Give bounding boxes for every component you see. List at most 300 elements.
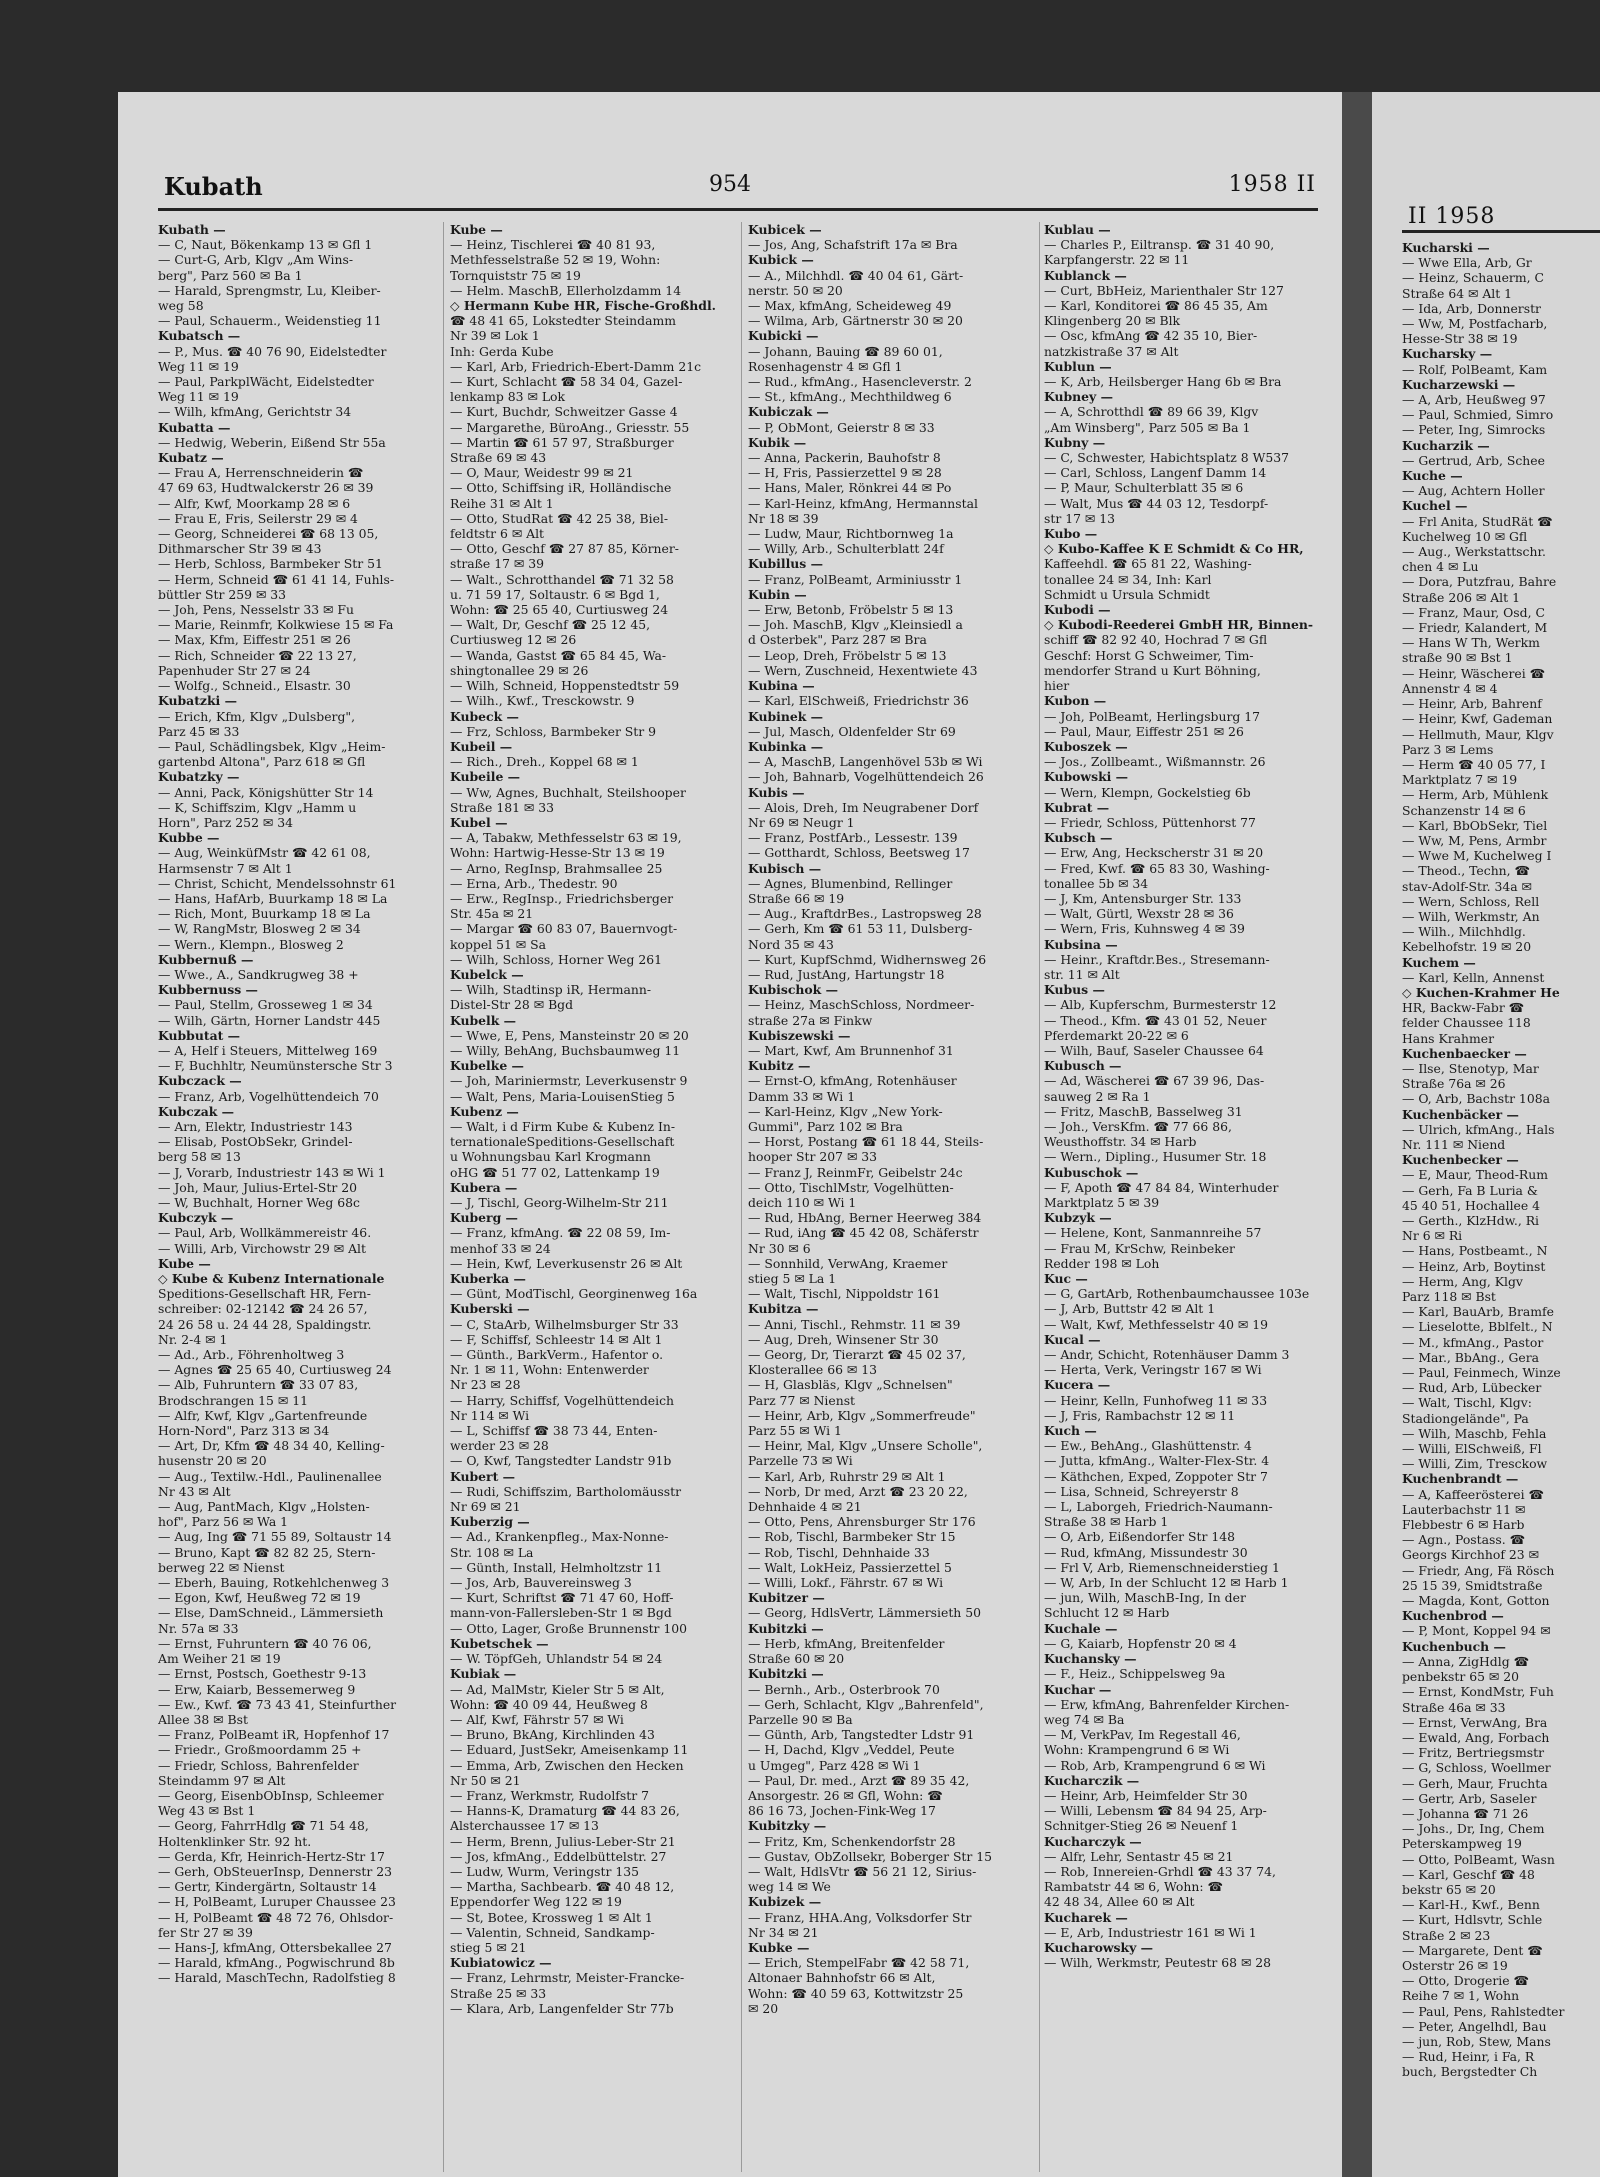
directory-entry: Alsterchaussee 17 ✉ 13: [450, 1818, 599, 1834]
directory-entry: — Walt, Kwf, Methfesselstr 40 ✉ 19: [1044, 1316, 1268, 1332]
directory-entry: ◇ Kuchen-Krahmer He: [1402, 984, 1560, 1000]
directory-entry: — Wern., Klempn., Blosweg 2: [158, 936, 344, 952]
directory-entry: — Aug., Werkstattschr.: [1402, 544, 1546, 560]
directory-entry: — Norb, Dr med, Arzt ☎ 23 20 22,: [748, 1483, 968, 1499]
directory-page: [118, 92, 1342, 2177]
directory-entry: Kucal —: [1044, 1331, 1101, 1347]
directory-entry: Kubon —: [1044, 693, 1107, 709]
directory-entry: — Gerda, Kfr, Heinrich-Hertz-Str 17: [158, 1848, 385, 1864]
directory-entry: — E, Arb, Industriestr 161 ✉ Wi 1: [1044, 1924, 1257, 1940]
directory-entry: — Wilh, Bauf, Saseler Chaussee 64: [1044, 1042, 1264, 1058]
directory-entry: Kubo —: [1044, 526, 1098, 542]
directory-entry: — Willi, Lokf., Fährstr. 67 ✉ Wi: [748, 1575, 944, 1591]
directory-entry: — Curt-G, Arb, Klgv „Am Wins-: [158, 252, 354, 268]
directory-entry: natzkistraße 37 ✉ Alt: [1044, 343, 1179, 359]
directory-entry: — Jos., Zollbeamt., Wißmannstr. 26: [1044, 754, 1266, 770]
directory-entry: Kublau —: [1044, 222, 1111, 237]
directory-entry: straße 17 ✉ 39: [450, 556, 544, 572]
directory-entry: — Ewald, Ang, Forbach: [1402, 1729, 1550, 1745]
directory-entry: — Paul, Schmied, Simro: [1402, 407, 1554, 423]
directory-entry: Nr. 57a ✉ 33: [158, 1620, 239, 1636]
directory-entry: — Walt, Mus ☎ 44 03 12, Tesdorpf-: [1044, 495, 1269, 511]
directory-entry: Kubin —: [748, 586, 807, 602]
directory-entry: Kuch —: [1044, 1423, 1097, 1439]
directory-entry: — Frl V, Arb, Riemenschneiderstieg 1: [1044, 1559, 1280, 1575]
directory-entry: — Günt, ModTischl, Georginenweg 16a: [450, 1286, 698, 1302]
directory-entry: werder 23 ✉ 28: [450, 1438, 549, 1454]
directory-entry: Kucharczyk —: [1044, 1833, 1142, 1849]
directory-entry: — Erw., RegInsp., Friedrichsberger: [450, 890, 674, 906]
directory-entry: Damm 33 ✉ Wi 1: [748, 1088, 856, 1104]
directory-entry: 47 69 63, Hudtwalckerstr 26 ✉ 39: [158, 480, 374, 496]
directory-entry: Dehnhaide 4 ✉ 21: [748, 1499, 862, 1515]
directory-entry: — M., kfmAng., Pastor: [1402, 1334, 1544, 1350]
directory-entry: Kucharsky —: [1402, 346, 1493, 362]
directory-entry: lenkamp 83 ✉ Lok: [450, 389, 566, 405]
directory-entry: Inh: Gerda Kube: [450, 343, 554, 359]
directory-entry: Straße 69 ✉ 43: [450, 450, 547, 466]
directory-entry: — Marie, Reinmfr, Kolkwiese 15 ✉ Fa: [158, 617, 394, 633]
directory-entry: Kuberka —: [450, 1271, 526, 1287]
directory-entry: sauweg 2 ✉ Ra 1: [1044, 1088, 1151, 1104]
directory-entry: — Aug, Achtern Holler: [1402, 483, 1545, 499]
directory-entry: — Peter, Angelhdl, Bau: [1402, 2018, 1547, 2034]
directory-entry: „Am Winsberg", Parz 505 ✉ Ba 1: [1044, 419, 1251, 435]
directory-entry: Kubinka —: [748, 738, 824, 754]
directory-entry: Marktplatz 5 ✉ 39: [1044, 1195, 1160, 1210]
directory-entry: — Gerth., KlzHdw., Ri: [1402, 1213, 1539, 1228]
directory-entry: — Herm, Arb, Mühlenk: [1402, 787, 1549, 803]
directory-entry: — Margarete, Dent ☎: [1402, 1942, 1543, 1958]
running-head-left: Kubath: [164, 172, 263, 201]
directory-entry: — Andr, Schicht, Rotenhäuser Damm 3: [1044, 1347, 1290, 1363]
directory-entry: shingtonallee 29 ✉ 26: [450, 662, 589, 678]
directory-entry: Eppendorfer Weg 122 ✉ 19: [450, 1894, 622, 1910]
directory-entry: Nr 114 ✉ Wi: [450, 1407, 530, 1423]
directory-entry: — Franz, Lehrmstr, Meister-Francke-: [450, 1970, 685, 1986]
directory-entry: Kubbutat —: [158, 1027, 241, 1043]
directory-entry: Wohn: ☎ 40 59 63, Kottwitzstr 25: [748, 1985, 964, 2001]
directory-entry: Peterskampweg 19: [1402, 1836, 1522, 1852]
directory-entry: — Rob, Tischl, Dehnhaide 33: [748, 1544, 930, 1560]
directory-entry: — Ernst, Postsch, Goethestr 9-13: [158, 1666, 367, 1682]
directory-entry: hooper Str 207 ✉ 33: [748, 1149, 878, 1165]
directory-entry: — Martha, Sachbearb. ☎ 40 48 12,: [450, 1879, 675, 1895]
directory-entry: stieg 5 ✉ 21: [450, 1939, 527, 1955]
directory-entry: — Heinz, MaschSchloss, Nordmeer-: [748, 997, 975, 1013]
directory-entry: — Wolfg., Schneid., Elsastr. 30: [158, 678, 351, 694]
directory-entry: Kubillus —: [748, 556, 823, 572]
directory-entry: — Theod., Techn, ☎: [1402, 863, 1530, 879]
directory-entry: menhof 33 ✉ 24: [450, 1240, 551, 1256]
directory-entry: — Erw, Betonb, Fröbelstr 5 ✉ 13: [748, 602, 954, 618]
directory-entry: — Wilh., Kwf., Tresckowstr. 9: [450, 693, 635, 709]
directory-entry: — Walt, i d Firm Kube & Kubenz In-: [450, 1118, 676, 1134]
directory-entry: — Wwe., A., Sandkrugweg 38 +: [158, 966, 359, 982]
directory-entry: Kuchenbrandt —: [1402, 1471, 1519, 1487]
directory-entry: — Otto, PolBeamt, Wasn: [1402, 1851, 1555, 1867]
directory-entry: hof", Parz 56 ✉ Wa 1: [158, 1514, 289, 1530]
directory-entry: — Gerh, ObSteuerInsp, Dennerstr 23: [158, 1863, 392, 1879]
directory-entry: Kubczak —: [158, 1103, 235, 1119]
directory-entry: Parzelle 90 ✉ Ba: [748, 1711, 853, 1727]
directory-entry: gartenbd Altona", Parz 618 ✉ Gfl: [158, 754, 366, 770]
directory-entry: — Franz, HHA.Ang, Volksdorfer Str: [748, 1909, 972, 1925]
directory-entry: Georgs Kirchhof 23 ✉: [1402, 1547, 1539, 1563]
directory-entry: — Georg, FahrrHdlg ☎ 71 54 48,: [158, 1818, 369, 1834]
directory-entry: — Lieselotte, Bblfelt., N: [1402, 1319, 1553, 1335]
directory-entry: Stadiongelände", Pa: [1402, 1410, 1529, 1426]
directory-entry: — Frau A, Herrenschneiderin ☎: [158, 465, 364, 481]
directory-entry: — J, Arb, Buttstr 42 ✉ Alt 1: [1044, 1301, 1216, 1317]
directory-entry: tonallee 24 ✉ 34, Inh: Karl: [1044, 571, 1212, 587]
directory-entry: — Willi, Arb, Virchowstr 29 ✉ Alt: [158, 1240, 366, 1256]
directory-entry: Nr 34 ✉ 21: [748, 1924, 819, 1940]
directory-entry: Kubitzki —: [748, 1620, 824, 1636]
directory-entry: — Joh, Pens, Nesselstr 33 ✉ Fu: [158, 602, 354, 618]
directory-entry: Kubischok —: [748, 982, 838, 998]
directory-entry: — Aug., KraftdrBes., Lastropsweg 28: [748, 906, 982, 922]
directory-entry: — Karl, Kelln, Annenst: [1402, 969, 1545, 985]
directory-entry: — Walt, HdlsVtr ☎ 56 21 12, Sirius-: [748, 1863, 977, 1879]
directory-entry: Kubert —: [450, 1468, 516, 1484]
directory-entry: — Karl, ElSchweiß, Friedrichstr 36: [748, 693, 969, 709]
directory-entry: — Alois, Dreh, Im Neugrabener Dorf: [748, 799, 979, 815]
directory-entry: — G, GartArb, Rothenbaumchaussee 103e: [1044, 1286, 1310, 1302]
directory-entry: koppel 51 ✉ Sa: [450, 936, 546, 952]
directory-entry: — Gerh, Maur, Fruchta: [1402, 1775, 1548, 1791]
directory-entry: — Willi, ElSchweiß, Fl: [1402, 1441, 1542, 1457]
directory-entry: — Karl, Konditorei ☎ 86 45 35, Am: [1044, 298, 1268, 314]
directory-entry: Nr. 1 ✉ 11, Wohn: Entenwerder: [450, 1362, 649, 1378]
directory-entry: HR, Backw-Fabr ☎: [1402, 1000, 1525, 1016]
directory-entry: str 17 ✉ 13: [1044, 510, 1115, 526]
directory-entry: — Valentin, Schneid, Sandkamp-: [450, 1924, 655, 1940]
directory-entry: — Fritz, MaschB, Basselweg 31: [1044, 1103, 1243, 1119]
directory-entry: — Georg, HdlsVertr, Lämmersieth 50: [748, 1605, 981, 1621]
directory-entry: — Frz, Schloss, Barmbeker Str 9: [450, 723, 657, 739]
directory-entry: — Leop, Dreh, Fröbelstr 5 ✉ 13: [748, 647, 947, 663]
directory-entry: Flebbestr 6 ✉ Harb: [1402, 1517, 1525, 1533]
directory-entry: Kubeile —: [450, 769, 521, 785]
directory-entry: Kubiatowicz —: [450, 1955, 552, 1971]
directory-entry: Nord 35 ✉ 43: [748, 936, 834, 952]
directory-entry: Parz 118 ✉ Bst: [1402, 1289, 1496, 1305]
directory-entry: — W, Buchhalt, Horner Weg 68c: [158, 1195, 360, 1210]
directory-entry: Kubczyk —: [158, 1210, 234, 1226]
directory-entry: — Ew., Kwf. ☎ 73 43 41, Steinfurther: [158, 1696, 397, 1712]
directory-entry: — Gertrud, Arb, Schee: [1402, 452, 1545, 468]
directory-entry: Kubenz —: [450, 1103, 519, 1119]
directory-entry: — Elisab, PostObSekr, Grindel-: [158, 1134, 353, 1150]
directory-entry: — Alfr, Lehr, Sentastr 45 ✉ 21: [1044, 1848, 1234, 1864]
directory-entry: — H, Fris, Passierzettel 9 ✉ 28: [748, 465, 942, 481]
directory-entry: deich 110 ✉ Wi 1: [748, 1195, 857, 1210]
directory-entry: — Friedr, Kalandert, M: [1402, 620, 1548, 636]
directory-entry: — Franz, Arb, Vogelhüttendeich 70: [158, 1088, 379, 1104]
directory-entry: — Alfr, Kwf, Klgv „Gartenfreunde: [158, 1407, 368, 1423]
directory-entry: — Harald, Sprengmstr, Lu, Kleiber-: [158, 282, 381, 298]
directory-entry: — Anna, ZigHdlg ☎: [1402, 1653, 1530, 1669]
directory-entry: Parz 77 ✉ Nienst: [748, 1392, 856, 1408]
directory-entry: Kuchel —: [1402, 498, 1468, 514]
directory-entry: Rosenhagenstr 4 ✉ Gfl 1: [748, 358, 903, 374]
directory-entry: — Anni, Pack, Königshütter Str 14: [158, 784, 374, 800]
directory-entry: — F, Apoth ☎ 47 84 84, Winterhuder: [1044, 1179, 1279, 1195]
directory-entry: Kubke —: [748, 1939, 810, 1955]
directory-entry: — Harald, MaschTechn, Radolfstieg 8: [158, 1970, 396, 1986]
directory-entry: Kuchenbrod —: [1402, 1608, 1504, 1624]
directory-entry: — Herb, kfmAng, Breitenfelder: [748, 1635, 945, 1651]
directory-entry: — Agnes, Blumenbind, Rellinger: [748, 875, 953, 891]
column-1: [158, 222, 438, 2172]
directory-entry: — Hedwig, Weberin, Eißend Str 55a: [158, 434, 386, 450]
directory-entry: — Wern., Dipling., Husumer Str. 18: [1044, 1149, 1267, 1165]
page-number: 954: [709, 172, 751, 197]
directory-entry: schreiber: 02-12142 ☎ 24 26 57,: [158, 1301, 368, 1317]
directory-entry: — Wilh, Gärtn, Horner Landstr 445: [158, 1012, 381, 1028]
directory-entry: — Joh, Maur, Julius-Ertel-Str 20: [158, 1179, 358, 1195]
directory-entry: — Heinr, Arb, Bahrenf: [1402, 696, 1542, 712]
directory-entry: — Paul, Arb, Wollkämmereistr 46.: [158, 1225, 372, 1241]
directory-entry: — Kurt, KupfSchmd, Widhernsweg 26: [748, 951, 987, 967]
directory-entry: Reihe 31 ✉ Alt 1: [450, 495, 554, 511]
directory-entry: Allee 38 ✉ Bst: [158, 1711, 248, 1727]
directory-entry: — Rudi, Schiffszim, Bartholomäusstr: [450, 1483, 682, 1499]
directory-entry: — Alf, Kwf, Fährstr 57 ✉ Wi: [450, 1711, 624, 1727]
directory-entry: — M, VerkPav, Im Regestall 46,: [1044, 1727, 1241, 1743]
directory-entry: Kuchenbuch —: [1402, 1638, 1506, 1654]
directory-entry: oHG ☎ 51 77 02, Lattenkamp 19: [450, 1164, 660, 1180]
column-divider: [1039, 222, 1040, 2172]
directory-entry: Parz 55 ✉ Wi 1: [748, 1423, 842, 1439]
directory-entry: — Walt., Schrotthandel ☎ 71 32 58: [450, 571, 674, 587]
directory-entry: — Walt, Gürtl, Wexstr 28 ✉ 36: [1044, 906, 1234, 922]
directory-entry: Kubitz —: [748, 1058, 811, 1074]
directory-entry: — Johs., Dr, Ing, Chem: [1402, 1821, 1545, 1837]
column-3: [748, 222, 1034, 2172]
directory-entry: — Agnes ☎ 25 65 40, Curtiusweg 24: [158, 1362, 392, 1378]
directory-entry: — Rich., Dreh., Koppel 68 ✉ 1: [450, 754, 639, 770]
directory-entry: — Rolf, PolBeamt, Kam: [1402, 361, 1548, 377]
directory-entry: — Kurt, Schlacht ☎ 58 34 04, Gazel-: [450, 374, 683, 390]
directory-entry: — Agn., Postass. ☎: [1402, 1532, 1526, 1548]
directory-entry: — Klara, Arb, Langenfelder Str 77b: [450, 2000, 674, 2016]
directory-entry: Kuchenbaecker —: [1402, 1045, 1527, 1061]
directory-entry: Kubczack —: [158, 1073, 242, 1089]
directory-entry: weg 58: [158, 298, 204, 314]
directory-entry: ◇ Hermann Kube HR, Fische-Großhdl.: [450, 298, 716, 314]
directory-entry: — Bruno, Kapt ☎ 82 82 25, Stern-: [158, 1544, 376, 1560]
directory-entry: d Osterbek", Parz 287 ✉ Bra: [748, 632, 927, 648]
directory-entry: — Joh, PolBeamt, Herlingsburg 17: [1044, 708, 1261, 724]
directory-entry: — Otto, Drogerie ☎: [1402, 1973, 1529, 1989]
directory-entry: — Franz, Maur, Osd, C: [1402, 604, 1545, 620]
directory-entry: — Paul, Schauerm., Weidenstieg 11: [158, 313, 382, 329]
directory-entry: — Ernst, KondMstr, Fuh: [1402, 1684, 1554, 1700]
directory-entry: Papenhuder Str 27 ✉ 24: [158, 662, 311, 678]
directory-entry: — Ernst, VerwAng, Bra: [1402, 1714, 1548, 1730]
directory-entry: Straße 76a ✉ 26: [1402, 1076, 1506, 1092]
directory-entry: — Aug., Textilw.-Hdl., Paulinenallee: [158, 1468, 382, 1484]
directory-entry: Str. 108 ✉ La: [450, 1544, 534, 1560]
directory-entry: Straße 2 ✉ 23: [1402, 1927, 1491, 1943]
directory-entry: — Rud., kfmAng., Hasencleverstr. 2: [748, 374, 972, 390]
directory-entry: — Wanda, Gastst ☎ 65 84 45, Wa-: [450, 647, 667, 663]
directory-entry: Kubitzki —: [748, 1666, 824, 1682]
directory-entry: — Kurt, Schriftst ☎ 71 47 60, Hoff-: [450, 1590, 674, 1606]
directory-entry: — Wwe M, Kuchelweg I: [1402, 848, 1552, 864]
directory-entry: — Emma, Arb, Zwischen den Hecken: [450, 1757, 684, 1773]
directory-entry: Tornquiststr 75 ✉ 19: [450, 267, 581, 283]
directory-entry: mendorfer Strand u Kurt Böhning,: [1044, 662, 1261, 678]
directory-entry: Kubsina —: [1044, 936, 1118, 952]
directory-entry: Marktplatz 7 ✉ 19: [1402, 772, 1518, 788]
directory-entry: — A, MaschB, Langenhövel 53b ✉ Wi: [748, 754, 983, 770]
directory-entry: hier: [1044, 678, 1070, 694]
directory-entry: u Umgeg", Parz 428 ✉ Wi 1: [748, 1757, 921, 1773]
directory-entry: — Wern, Schloss, Rell: [1402, 893, 1540, 909]
directory-entry: — Heinr, Kwf, Gademan: [1402, 711, 1553, 727]
directory-entry: — Ad., Krankenpfleg., Max-Nonne-: [450, 1529, 669, 1545]
directory-entry: — Gertr, Arb, Saseler: [1402, 1790, 1537, 1806]
directory-entry: — Wilh, Maschb, Fehla: [1402, 1425, 1547, 1441]
directory-entry: Parz 45 ✉ 33: [158, 723, 240, 739]
directory-entry: — Eberh, Bauing, Rotkehlchenweg 3: [158, 1575, 390, 1591]
directory-entry: — J, Tischl, Georg-Wilhelm-Str 211: [450, 1195, 669, 1210]
directory-entry: 86 16 73, Jochen-Fink-Weg 17: [748, 1803, 936, 1819]
directory-entry: — Margar ☎ 60 83 07, Bauernvogt-: [450, 921, 678, 937]
directory-entry: berg", Parz 560 ✉ Ba 1: [158, 267, 303, 283]
directory-entry: — Harald, kfmAng., Pogwischrund 8b: [158, 1955, 395, 1971]
directory-entry: — Günth, Arb, Tangstedter Ldstr 91: [748, 1727, 975, 1743]
directory-entry: — Helene, Kont, Sanmannreihe 57: [1044, 1225, 1262, 1241]
directory-entry: Hesse-Str 38 ✉ 19: [1402, 331, 1518, 347]
directory-entry: Kubel —: [450, 814, 508, 830]
directory-entry: Nr 39 ✉ Lok 1: [450, 328, 540, 344]
directory-entry: — Wwe, E, Pens, Mansteinstr 20 ✉ 20: [450, 1027, 689, 1043]
directory-entry: — Joh, Bahnarb, Vogelhüttendeich 26: [748, 769, 984, 785]
directory-entry: — Harry, Schiffsf, Vogelhüttendeich: [450, 1392, 675, 1408]
directory-entry: — Theod., Kfm. ☎ 43 01 52, Neuer: [1044, 1012, 1267, 1028]
directory-entry: 45 40 51, Hochallee 4: [1402, 1197, 1541, 1213]
directory-entry: — H, Dachd, Klgv „Veddel, Peute: [748, 1742, 955, 1758]
directory-entry: — K, Arb, Heilsberger Hang 6b ✉ Bra: [1044, 374, 1282, 390]
directory-entry: Kubitzky —: [748, 1818, 827, 1834]
directory-entry: — Max, Kfm, Eiffestr 251 ✉ 26: [158, 632, 351, 648]
directory-entry: Curtiusweg 12 ✉ 26: [450, 632, 577, 648]
directory-entry: — Erw, kfmAng, Bahrenfelder Kirchen-: [1044, 1696, 1290, 1712]
directory-entry: Nr 50 ✉ 21: [450, 1772, 521, 1788]
directory-entry: — H, Glasbläs, Klgv „Schnelsen": [748, 1377, 953, 1393]
directory-entry: Dithmarscher Str 39 ✉ 43: [158, 541, 322, 557]
directory-entry: — Lisa, Schneid, Schreyerstr 8: [1044, 1483, 1239, 1499]
directory-entry: — Martin ☎ 61 57 97, Straßburger: [450, 434, 674, 450]
directory-entry: berweg 22 ✉ Nienst: [158, 1559, 285, 1575]
directory-entry: straße 27a ✉ Finkw: [748, 1012, 873, 1028]
directory-entry: Kubick —: [748, 252, 814, 268]
directory-entry: — Horst, Postang ☎ 61 18 44, Steils-: [748, 1134, 984, 1150]
directory-entry: — Heinr., Kraftdr.Bes., Stresemann-: [1044, 951, 1270, 967]
directory-entry: — Paul, Maur, Eiffestr 251 ✉ 26: [1044, 723, 1244, 739]
directory-entry: — Hein, Kwf, Leverkusenstr 26 ✉ Alt: [450, 1255, 683, 1271]
directory-entry: Kubodi —: [1044, 602, 1111, 618]
directory-entry: Kubbernuss —: [158, 982, 258, 998]
directory-entry: Kuchansky —: [1044, 1651, 1137, 1667]
column-divider: [443, 222, 444, 2172]
directory-entry: — Hans W Th, Werkm: [1402, 635, 1540, 651]
directory-entry: Straße 25 ✉ 33: [450, 1985, 547, 2001]
book-gutter: [1342, 92, 1372, 2177]
directory-entry: str. 11 ✉ Alt: [1044, 966, 1120, 982]
directory-entry: — Joh. MaschB, Klgv „Kleinsiedl a: [748, 617, 963, 633]
directory-entry: — Mar., BbAng., Gera: [1402, 1349, 1540, 1365]
directory-entry: Kucera —: [1044, 1377, 1111, 1393]
directory-entry: Kucharowsky —: [1044, 1939, 1154, 1955]
directory-entry: Kuberzig —: [450, 1514, 530, 1530]
directory-entry: — Paul, Dr. med., Arzt ☎ 89 35 42,: [748, 1772, 970, 1788]
directory-entry: Ansorgestr. 26 ✉ Gfl, Wohn: ☎: [748, 1787, 943, 1803]
directory-entry: buch, Bergstedter Ch: [1402, 2064, 1538, 2080]
directory-entry: Harmsenstr 7 ✉ Alt 1: [158, 860, 293, 876]
directory-entry: — Otto, StudRat ☎ 42 25 38, Biel-: [450, 510, 669, 526]
directory-entry: — Alb, Fuhruntern ☎ 33 07 83,: [158, 1377, 359, 1393]
scan-top-border: [0, 0, 1600, 92]
directory-entry: penbekstr 65 ✉ 20: [1402, 1669, 1520, 1685]
directory-entry: Kucharzewski —: [1402, 376, 1516, 392]
directory-entry: ◇ Kubo-Kaffee K E Schmidt & Co HR,: [1044, 541, 1304, 557]
directory-entry: — Karl, Arb, Friedrich-Ebert-Damm 21c: [450, 358, 702, 374]
directory-entry: — Karl-Heinz, kfmAng, Hermannstal: [748, 495, 978, 511]
directory-entry: — Franz, PostfArb., Lessestr. 139: [748, 830, 958, 846]
directory-entry: — Jos, Arb, Bauvereinsweg 3: [450, 1575, 632, 1591]
directory-entry: — Franz, Werkmstr, Rudolfstr 7: [450, 1787, 649, 1803]
directory-entry: — Rud, Heinr, i Fa, R: [1402, 2049, 1535, 2065]
directory-entry: Reihe 7 ✉ 1, Wohn: [1402, 1988, 1520, 2004]
directory-entry: — Gertr, Kindergärtn, Soltaustr 14: [158, 1879, 377, 1895]
directory-entry: Wohn: Krampengrund 6 ✉ Wi: [1044, 1742, 1230, 1758]
directory-entry: Horn", Parz 252 ✉ 34: [158, 814, 293, 830]
directory-entry: — Kurt, Buchdr, Schweitzer Gasse 4: [450, 404, 678, 420]
directory-entry: Kube —: [450, 222, 503, 237]
directory-entry: — Paul, Pens, Rahlstedter: [1402, 2003, 1565, 2019]
directory-entry: — Ad., Arb., Föhrenholtweg 3: [158, 1347, 345, 1363]
directory-entry: — Herta, Verk, Veringstr 167 ✉ Wi: [1044, 1362, 1262, 1378]
directory-entry: — Egon, Kwf, Heußweg 72 ✉ 19: [158, 1590, 361, 1606]
directory-entry: Kucharzik —: [1402, 437, 1490, 453]
directory-entry: — Wwe Ella, Arb, Gr: [1402, 255, 1532, 271]
directory-entry: — Eduard, JustSekr, Ameisenkamp 11: [450, 1742, 689, 1758]
directory-entry: Kube —: [158, 1255, 211, 1271]
directory-entry: Kuchale —: [1044, 1620, 1118, 1636]
directory-entry: Straße 206 ✉ Alt 1: [1402, 589, 1520, 605]
directory-entry: — Erna, Arb., Thedestr. 90: [450, 875, 618, 891]
directory-entry: — Fritz, Bertriegsmstr: [1402, 1745, 1545, 1761]
directory-entry: — J, Vorarb, Industriestr 143 ✉ Wi 1: [158, 1164, 386, 1180]
directory-entry: — Anni, Tischl., Rehmstr. 11 ✉ 39: [748, 1316, 961, 1332]
directory-entry: Schanzenstr 14 ✉ 6: [1402, 802, 1526, 818]
directory-entry: Kucharski —: [1402, 240, 1490, 255]
directory-entry: Str. 45a ✉ 21: [450, 906, 534, 922]
directory-entry: — Wilh, Werkmstr, An: [1402, 908, 1540, 924]
directory-entry: Steindamm 97 ✉ Alt: [158, 1772, 286, 1788]
directory-entry: — Art, Dr, Kfm ☎ 48 34 40, Kelling-: [158, 1438, 385, 1454]
directory-entry: straße 90 ✉ Bst 1: [1402, 650, 1513, 666]
directory-entry: — Friedr, Ang, Fä Rösch: [1402, 1562, 1555, 1578]
directory-entry: Weg 43 ✉ Bst 1: [158, 1803, 256, 1819]
directory-entry: — Charles P., Eiltransp. ☎ 31 40 90,: [1044, 237, 1275, 253]
directory-entry: — Osc, kfmAng ☎ 42 35 10, Bier-: [1044, 328, 1258, 344]
